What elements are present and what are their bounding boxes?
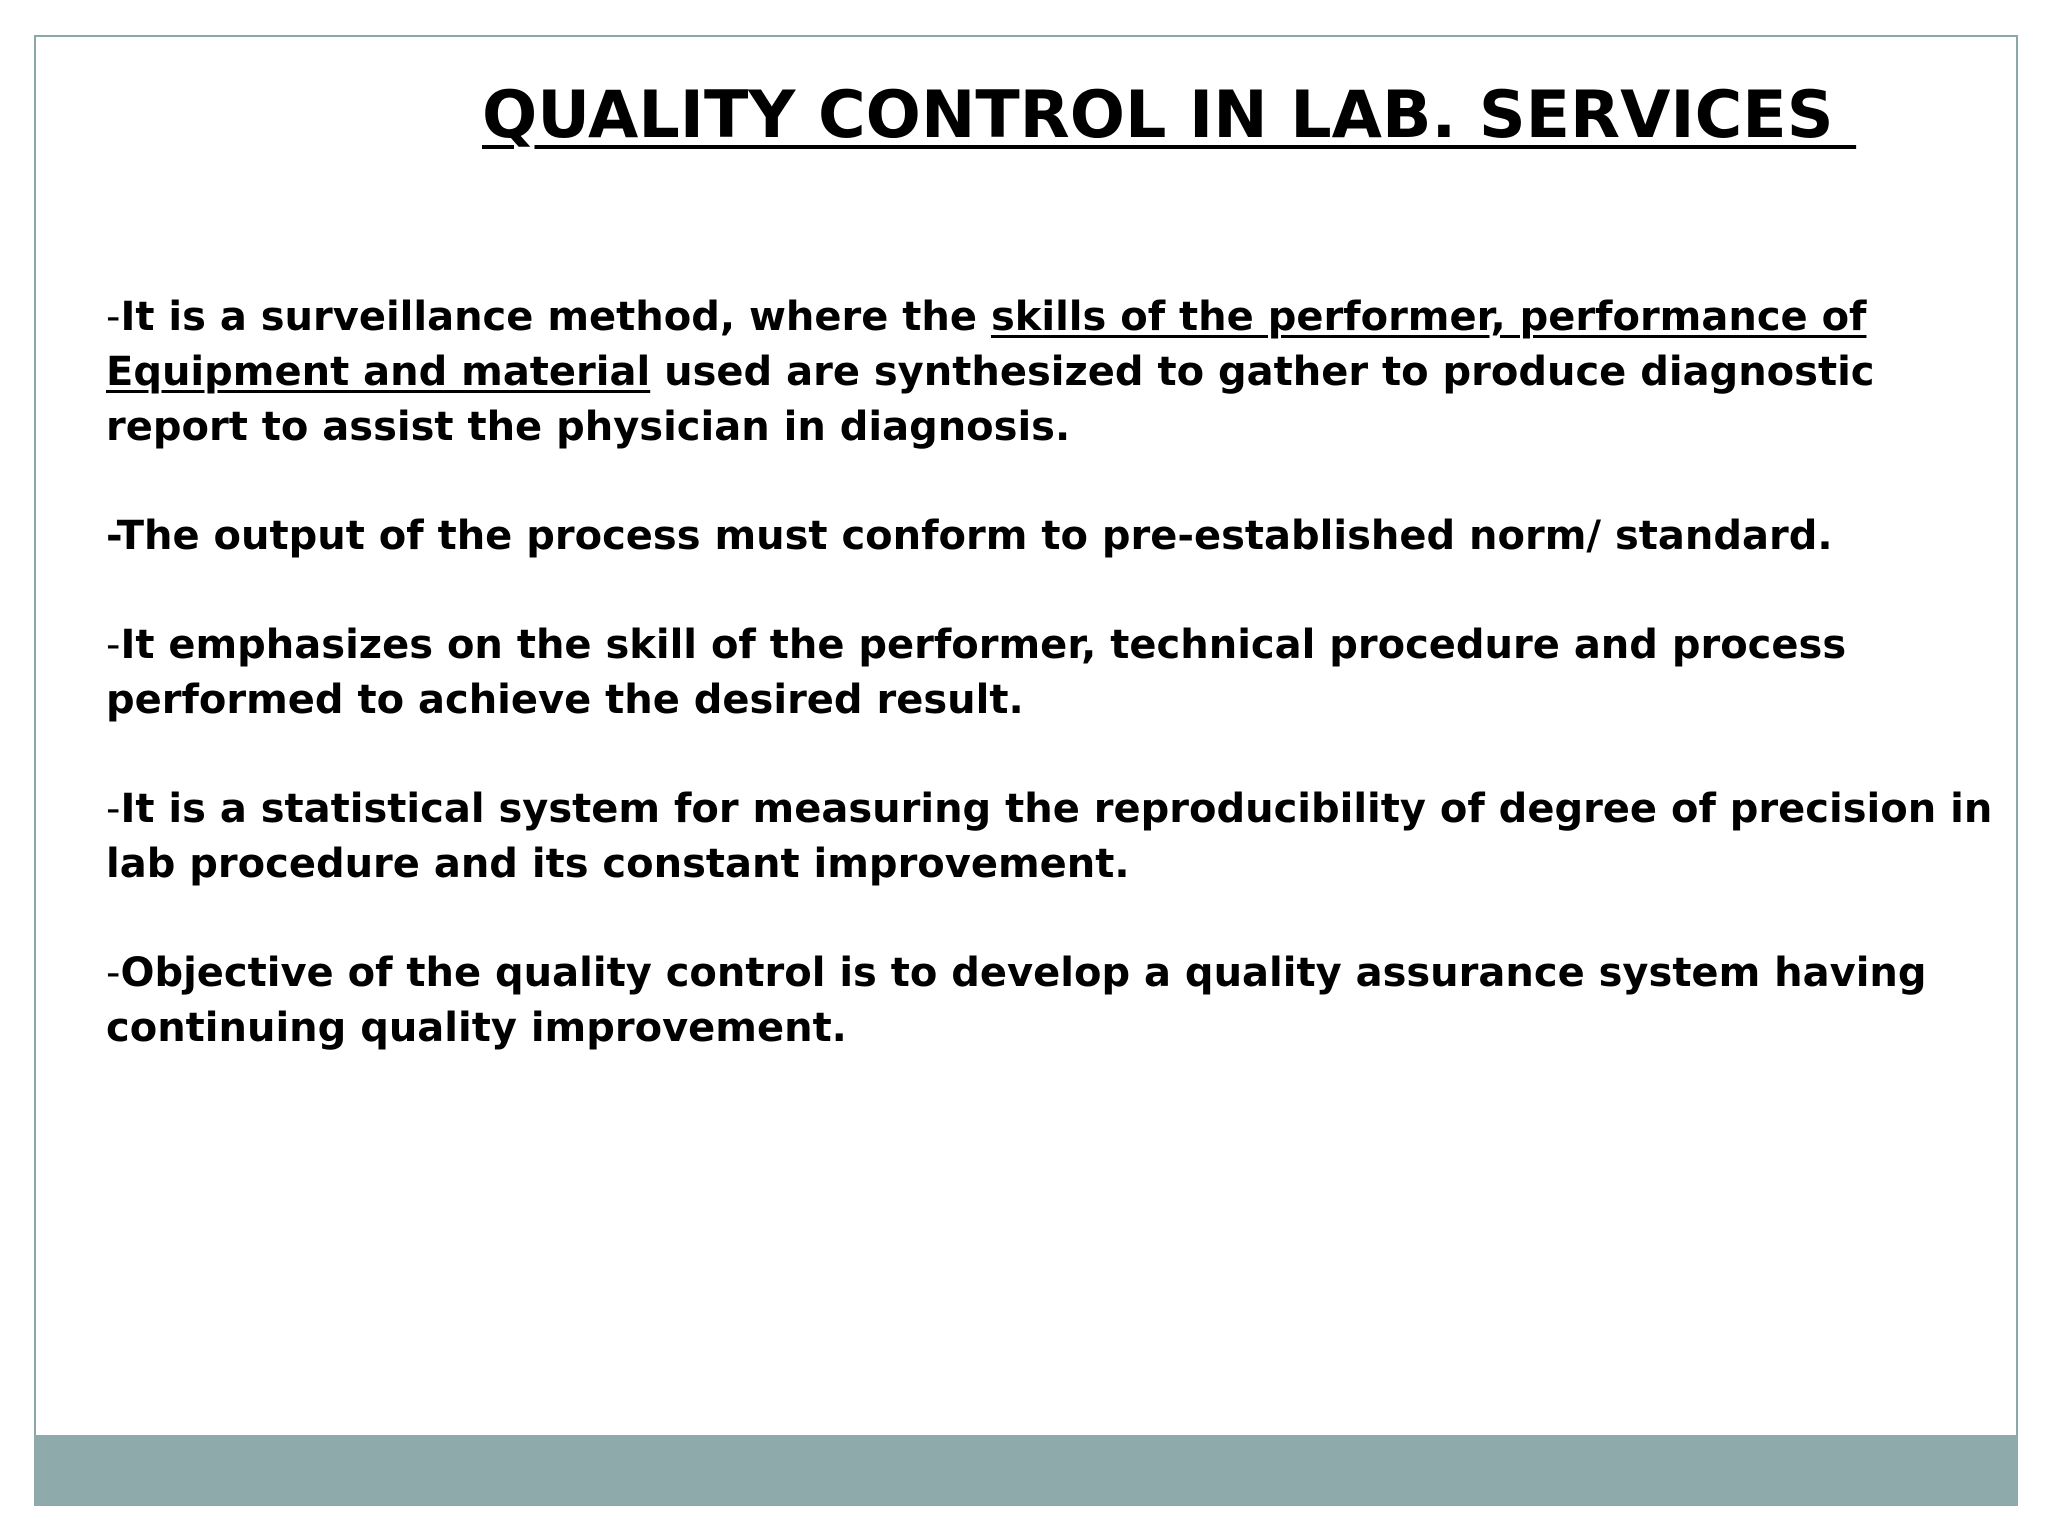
paragraph-text: It is a surveillance method, where the [120, 294, 991, 340]
slide-body [106, 290, 2006, 1110]
paragraph-statistical-system [106, 782, 2006, 892]
paragraph-objective [106, 946, 2006, 1056]
paragraph-dash: - [106, 294, 121, 340]
slide-title: QUALITY CONTROL IN LAB. SERVICES [482, 78, 1857, 153]
paragraph-skill-emphasis [106, 618, 2006, 728]
paragraph-text: used are synthesized to gather to produce diagnostic report to assist the physician in diagnosis. [106, 349, 1875, 450]
paragraph-dash: - [106, 622, 121, 668]
paragraph-dash: - [106, 950, 121, 996]
paragraph-text: Objective of the quality control is to develop a quality assurance system having continuing quality improvement. [106, 950, 1927, 1051]
underlined-phrase: skills of the performer, performance of [990, 294, 1867, 340]
paragraph-surveillance-method [106, 290, 2006, 455]
paragraph-text: It is a statistical system for measuring the reproducibility of degree of precision in lab procedure and its constant improvement. [106, 786, 1993, 887]
paragraph-output-conformance: -The output of the process must conform to pre-established norm/ standard. [106, 513, 1833, 559]
underlined-phrase: Equipment and material [106, 349, 651, 395]
paragraph-dash: - [106, 786, 121, 832]
footer-band [34, 1435, 2018, 1506]
paragraph-text: It emphasizes on the skill of the performer, technical procedure and process performed to achieve the desired result. [106, 622, 1847, 723]
